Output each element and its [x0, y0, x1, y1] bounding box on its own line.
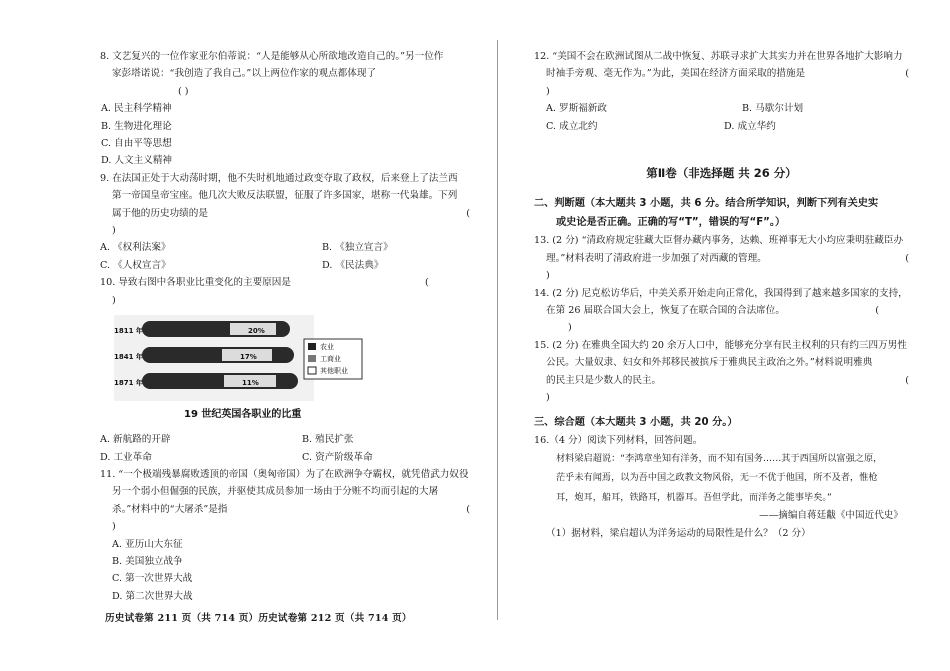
- q12-options-row2: [534, 118, 909, 135]
- year-1871-label: 1871 年: [114, 379, 143, 388]
- q8-line2: 家彭塔诺说：“我创造了我自己。”以上两位作家的观点都体现了: [112, 68, 377, 80]
- q9-option-c: C. 《人权宣言》: [100, 259, 171, 271]
- q14-paren-open: (: [875, 305, 879, 317]
- q13-paren-close: ): [546, 270, 550, 282]
- q13-line1: 13. (2 分) “清政府规定驻藏大臣督办藏内事务，达赖、班禅事无大小均应秉明驻藏臣办: [534, 235, 904, 247]
- q14-line2: [534, 302, 909, 319]
- q8-option-a: A. 民主科学精神: [101, 103, 172, 115]
- q16-source: ——摘编自蒋廷黻《中国近代史》: [759, 510, 903, 522]
- q12-line2: [534, 65, 909, 82]
- legend-swatch-agriculture: [308, 343, 316, 350]
- bar-1841-percent: 17%: [240, 353, 257, 362]
- legend-industry: 工商业: [320, 355, 341, 364]
- q16-sub1: （1）据材料，梁启超认为洋务运动的局限性是什么？（2 分）: [546, 527, 811, 539]
- q11-line3: [100, 501, 470, 518]
- q8-line1: 8. 文艺复兴的一位作家亚尔伯蒂说：“人是能够从心所欲地改造自己的。”另一位作: [100, 51, 444, 62]
- q15-line3: [534, 372, 909, 389]
- occupation-chart: [112, 313, 382, 425]
- q8-option-b: B. 生物进化理论: [101, 120, 172, 132]
- q11-paren-close: ): [112, 521, 116, 533]
- q14-paren-close: ): [568, 322, 572, 334]
- q11-paren-open: (: [466, 503, 470, 515]
- q16-quote-line2: 茫乎未有闻焉，以为吾中国之政教文物风俗，无一不优于他国，所不及者，惟枪: [556, 472, 878, 484]
- section2-line1: 二、判断题（本大题共 3 小题，共 6 分。结合所学知识，判断下列有关史实: [534, 198, 879, 210]
- q11-line2: 另一个弱小但倔强的民族，并驱使其成员参加一场由于分赃不均而引起的大屠: [112, 486, 439, 498]
- q9-option-b: B. 《独立宣言》: [322, 242, 393, 254]
- q14-line1: 14. (2 分) 尼克松访华后，中美关系开始走向正常化，我国得到了越来越多国家的支持，: [534, 287, 908, 299]
- chart-caption: 19 世纪英国各职业的比重: [184, 409, 302, 421]
- q12-option-c: C. 成立北约: [546, 120, 598, 132]
- q15-line3-text: 的民主只是少数人的民主。: [546, 374, 662, 386]
- year-1841-label: 1841 年: [114, 353, 143, 362]
- q15-paren-open: (: [905, 374, 909, 386]
- right-column: [534, 48, 909, 542]
- q13-line2-text: 理。”材料表明了清政府进一步加强了对西藏的管理。: [546, 252, 767, 264]
- legend-other: 其他职业: [320, 367, 348, 376]
- q10-options-row2: [100, 449, 470, 466]
- q9-paren-open: (: [466, 207, 470, 219]
- q8-answer-paren: ( ): [178, 85, 189, 97]
- column-divider: [497, 40, 498, 620]
- q9-line2: 第一帝国皇帝宝座。他几次大败反法联盟，征服了许多国家，堪称一代枭雄。下列: [112, 190, 458, 202]
- q9-option-a: A. 《权利法案》: [100, 242, 171, 254]
- q14-line2-text: 在第 26 届联合国大会上，恢复了在联合国的合法席位。: [546, 305, 785, 317]
- q9-options-row1: [100, 239, 470, 256]
- q10-option-c: C. 资产阶级革命: [302, 451, 373, 463]
- q12-paren-close: ): [546, 85, 550, 97]
- bar-1811-percent: 20%: [248, 327, 265, 336]
- year-1811-label: 1811 年: [114, 327, 143, 336]
- q8-option-d: D. 人文主义精神: [101, 155, 173, 167]
- q16-quote-line1: 材料梁启超说：“李鸿章坐知有洋务，而不知有国务……其于西国所以富强之原，: [556, 452, 883, 464]
- q12-line1: 12. “美国不会在欧洲试图从二战中恢复、苏联寻求扩大其实力并在世界各地扩大影响力: [534, 51, 903, 62]
- q15-paren-close: ): [546, 392, 550, 404]
- q12-option-a: A. 罗斯福新政: [546, 103, 607, 115]
- q11-option-b: B. 美国独立战争: [112, 555, 183, 567]
- q12-option-d: D. 成立华约: [724, 120, 776, 132]
- q9-line3-text: 属于他的历史功绩的是: [112, 207, 208, 219]
- q10-line1: [100, 274, 470, 291]
- q10-option-b: B. 殖民扩张: [302, 434, 354, 446]
- q11-option-c: C. 第一次世界大战: [112, 573, 193, 585]
- q15-line2: 公民。大量奴隶、妇女和外邦移民被摈斥于雅典民主政治之外。”材料说明雅典: [546, 357, 873, 369]
- q10-options-row1: [100, 431, 470, 448]
- q8-option-c: C. 自由平等思想: [101, 138, 172, 150]
- q12-options-row1: [534, 100, 909, 117]
- q11-option-d: D. 第二次世界大战: [112, 590, 193, 602]
- page-footer: 历史试卷第 211 页（共 714 页）历史试卷第 212 页（共 714 页）: [105, 613, 412, 624]
- q9-option-d: D. 《民法典》: [322, 259, 384, 271]
- legend-swatch-other: [308, 367, 316, 374]
- q9-options-row2: [100, 257, 470, 274]
- q9-paren-close: ): [112, 225, 116, 237]
- section2-heading: [534, 194, 909, 232]
- q10-option-d: D. 工业革命: [100, 451, 152, 463]
- q10-paren-open: (: [425, 277, 429, 289]
- section2-line2: 或史论是否正确。正确的写“T”，错误的写“F”。）: [556, 217, 786, 229]
- q10-line1-text: 10. 导致右图中各职业比重变化的主要原因是: [100, 277, 291, 289]
- left-column: [100, 48, 470, 605]
- q9-line3: [100, 205, 470, 222]
- part2-title: 第Ⅱ卷（非选择题 共 26 分）: [646, 166, 797, 181]
- q12-line2-text: 时袖手旁观、毫无作为。”为此，美国在经济方面采取的措施是: [546, 68, 806, 80]
- q12-option-b: B. 马歇尔计划: [742, 103, 804, 115]
- legend-agriculture: 农业: [320, 343, 334, 352]
- q11-line3-text: 杀。”材料中的“大屠杀”是指: [112, 503, 228, 515]
- occupation-figure: [112, 313, 382, 425]
- legend-swatch-industry: [308, 355, 316, 362]
- q15-line1: 15. (2 分) 在雅典全国大约 20 余万人口中，能够充分享有民主权利的只有约三四万男性: [534, 339, 907, 351]
- q16-intro: 16.（4 分）阅读下列材料，回答问题。: [534, 434, 703, 446]
- q9-line1: 9. 在法国正处于大动荡时期，他不失时机地通过政变夺取了政权，后来登上了法兰西: [100, 172, 458, 184]
- chart-legend: [304, 339, 362, 379]
- q12-paren-open: (: [905, 68, 909, 80]
- q10-option-a: A. 新航路的开辟: [100, 434, 171, 446]
- q11-line1: 11. “一个极端残暴腐败透顶的帝国（奥匈帝国）为了在欧洲争夺霸权，就凭借武力奴役: [100, 468, 469, 480]
- q16-quote-line3: 耳，炮耳，船耳，铁路耳，机器耳。吾但学此，而洋务之能事毕矣。”: [556, 491, 832, 503]
- bar-1871-percent: 11%: [242, 379, 259, 388]
- q11-option-a: A. 亚历山大东征: [112, 538, 183, 550]
- q13-paren-open: (: [905, 252, 909, 264]
- q10-paren-close: ): [112, 294, 116, 306]
- q13-line2: [534, 250, 909, 267]
- section3-heading: 三、综合题（本大题共 3 小题，共 20 分。）: [534, 416, 738, 428]
